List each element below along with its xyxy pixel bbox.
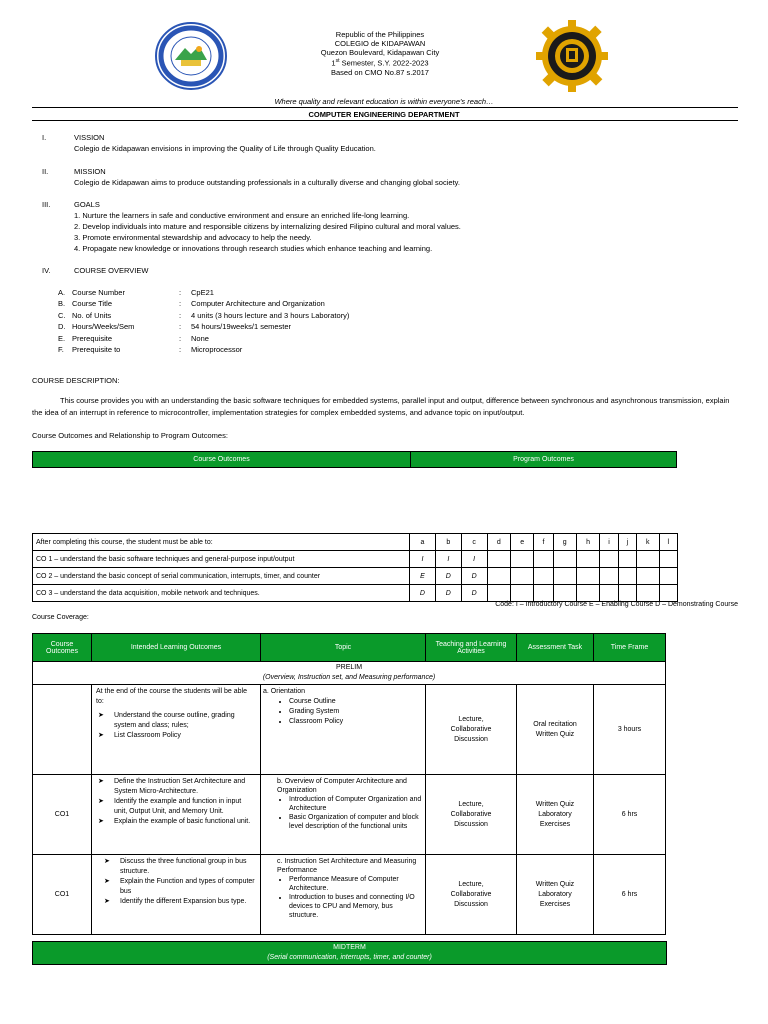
mission-title: MISSION [74,167,106,176]
po-letter: b [435,534,461,551]
goals-title: GOALS [74,200,100,209]
course-coverage-heading: Course Coverage: [32,614,89,621]
department-gear-logo [536,20,608,92]
goal-item: 1. Nurture the learners in safe and conductive environment and ensure an enriched life-long learning. [74,211,410,220]
header-rule-top [32,107,738,108]
course-coverage-table [32,633,666,935]
program-outcomes-header: Program Outcomes [411,452,677,468]
po-letter: e [510,534,533,551]
institution-header [230,30,530,77]
po-letter: c [461,534,487,551]
col-assessment: Assessment Task [517,634,594,662]
code-legend: Code: I – Introductory Course E – Enabling Course D – Demonstrating Course [495,601,738,608]
course-description-heading: COURSE DESCRIPTION: [32,376,120,385]
coverage-row: CO1 ➤ Define the Instruction Set Architecture and System Micro-Architecture. ➤ Identify the example and function in input unit, Output Unit, and Memory Unit. ➤ Explain the example of basic functional unit. b. Overview of Computer Architecture and Organization • Introduction of Computer Organization and Architecture • Basic Organization of computer and block level description of the functional units Lecture, Collaborative Discussion Written Quiz Laboratory Exercises 6 hrs [33,775,666,855]
goal-item: 3. Promote environmental stewardship and advocacy to help the needy. [74,233,312,242]
po-letter: h [576,534,599,551]
co-po-table [32,533,678,602]
overview-title: COURSE OVERVIEW [74,266,149,275]
coverage-row: CO1 ➤ Discuss the three functional group in bus structure. ➤ Explain the Function and types of computer bus ➤ Identify the different Expansion bus type. c. Instruction Set Architecture and Measuring Performance • Performance Measure of Computer Architecture. • Introduction to buses and connecting I/O devices to CPU and Memory, bus structure. Lecture, Collaborative Discussion Written Quiz Laboratory Exercises 6 hrs [33,855,666,935]
midterm-subtitle: (Serial communication, interrupts, timer, and counter) [267,954,432,961]
outcomes-heading: Course Outcomes and Relationship to Program Outcomes: [32,431,228,440]
col-tla: Teaching and Learning Activities [426,634,517,662]
course-description-text: This course provides you with an understanding the basic software techniques for embedded systems, parallel input and output, difference between synchronous and asynchronous transmission, explain the idea of an interrupt in reference to microcontroller, implementation strategies for complex embedded systems, and advance topic on input/output. [32,396,730,417]
republic-line: Republic of the Philippines [335,30,425,39]
po-letter: d [487,534,510,551]
col-course-outcomes: Course Outcomes [33,634,92,662]
mission-text: Colegio de Kidapawan aims to produce outstanding professionals in a culturally diverse and changing global society. [74,178,460,187]
goal-item: 2. Develop individuals into mature and responsible citizens by internalizing desired Filipino cultural and moral values. [74,222,461,231]
vission-text: Colegio de Kidapawan envisions in improving the Quality of Life through Quality Education. [74,144,376,153]
po-letter: j [618,534,636,551]
semester-line: 1st Semester, S.Y. 2022-2023 [331,58,429,68]
college-seal-logo [155,22,227,90]
header-rule-bottom [32,120,738,121]
po-letter: g [553,534,576,551]
col-ilo: Intended Learning Outcomes [92,634,261,662]
college-address: Quezon Boulevard, Kidapawan City [320,48,440,57]
department-title: COMPUTER ENGINEERING DEPARTMENT [308,110,460,119]
po-letter: i [600,534,618,551]
co-row: CO 3 – understand the data acquisition, mobile network and techniques. D D D [33,585,678,602]
po-letter: a [410,534,436,551]
col-topic: Topic [261,634,426,662]
goal-item: 4. Propagate new knowledge or innovations through research studies which enhance teaching and learning. [74,244,433,253]
midterm-banner [32,941,667,965]
po-letter: l [659,534,677,551]
co-row: CO 2 – understand the basic concept of serial communication, interrupts, timer, and counter E D D [33,568,678,585]
prelim-subtitle: (Overview, Instruction set, and Measuring performance) [262,674,436,681]
cmo-line: Based on CMO No.87 s.2017 [331,67,429,77]
po-letter: f [534,534,553,551]
outcomes-bar [32,451,677,468]
co-table-header: After completing this course, the student must be able to: [33,534,410,551]
col-time-frame: Time Frame [594,634,666,662]
midterm-title: MIDTERM [333,944,366,951]
tagline: Where quality and relevant education is within everyone's reach… [274,97,494,106]
vission-title: VISSION [74,133,105,142]
prelim-banner [33,662,666,685]
po-letter: k [637,534,660,551]
coverage-row: At the end of the course the students will be able to: ➤ Understand the course outline, grading system and class; rules; ➤ List Classroom Policy a. Orientation • Course Outline • Grading System • Classroom Policy Lecture, Collaborative Discussion Oral recitation Written Quiz 3 hours [33,685,666,775]
course-outcomes-header: Course Outcomes [33,452,411,468]
prelim-title: PRELIM [335,664,363,671]
college-name: COLEGIO de KIDAPAWAN [334,39,426,48]
co-row: CO 1 – understand the basic software techniques and general-purpose input/output I I I [33,551,678,568]
